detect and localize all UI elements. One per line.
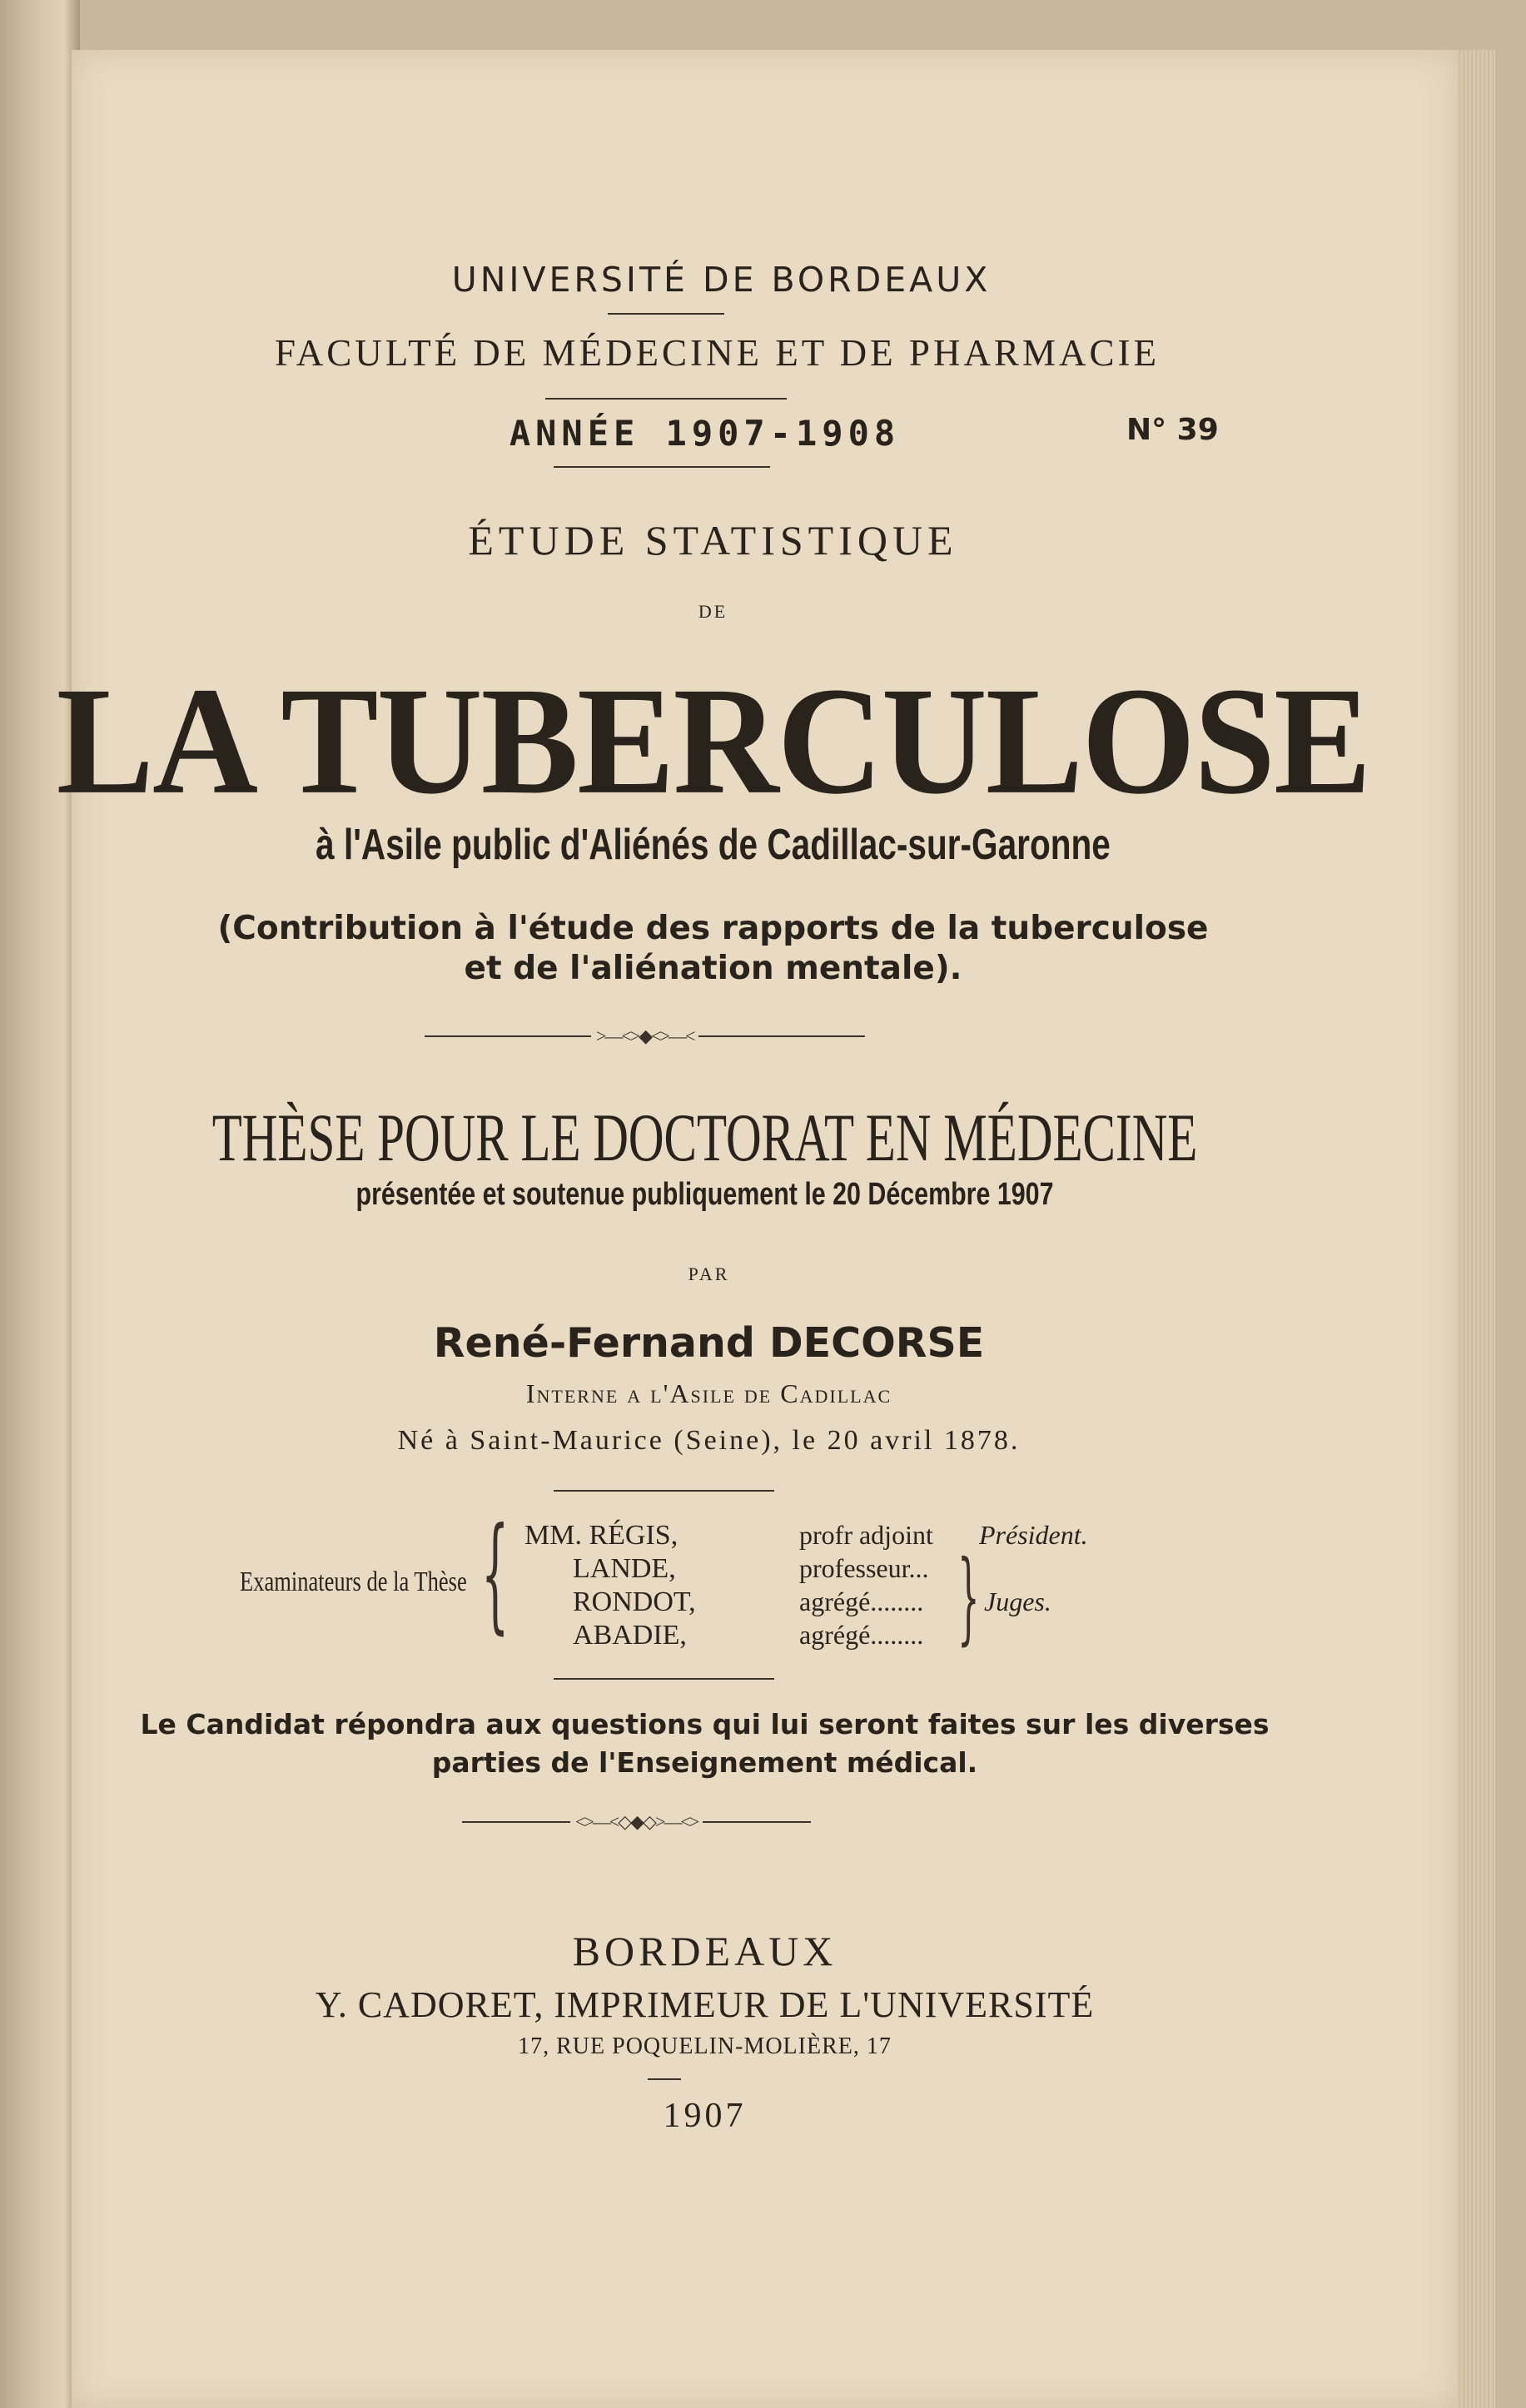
imprint-city: BORDEAUX (572, 1928, 838, 1974)
candidate-notice-line-2: parties de l'Enseignement médical. (431, 1746, 978, 1779)
ornament-divider: <>—<◇◆◇>—<> (462, 1811, 811, 1833)
divider (545, 398, 787, 400)
judges-brace: } (957, 1540, 980, 1656)
imprint-printer: Y. CADORET, IMPRIMEUR DE L'UNIVERSITÉ (315, 1984, 1095, 2025)
main-title: LA TUBERCULOSE (56, 656, 1370, 827)
candidate-notice-line-1: Le Candidat répondra aux questions qui lui seront faites sur les diverses (140, 1708, 1270, 1740)
examiner-title: profr adjoint (799, 1520, 933, 1550)
author-name: René-Fernand DECORSE (433, 1319, 985, 1367)
presentation-date: présentée et soutenue publiquement le 20 Décembre 1907 (355, 1177, 1054, 1212)
divider (554, 466, 770, 468)
thesis-heading: THÈSE POUR LE DOCTORAT EN MÉDECINE (211, 1100, 1198, 1175)
judges-role: Juges. (984, 1586, 1051, 1616)
president-role: Président. (979, 1520, 1088, 1550)
title-line-1: ÉTUDE STATISTIQUE (468, 517, 958, 564)
examiner-name: LANDE, (573, 1553, 676, 1584)
title-subtitle: à l'Asile public d'Aliénés de Cadillac-sur-Garonne (316, 821, 1111, 869)
university-name: UNIVERSITÉ DE BORDEAUX (451, 260, 992, 300)
thesis-number: N° 39 (1126, 413, 1219, 447)
contribution-line-1: (Contribution à l'étude des rapports de la tuberculose (217, 910, 1209, 947)
academic-year: ANNÉE 1907-1908 (509, 413, 901, 454)
examiner-title: agrégé........ (799, 1620, 924, 1650)
examiners-label: Examinateurs de la Thèse (240, 1566, 467, 1597)
divider (554, 1678, 774, 1680)
faculty-name: FACULTÉ DE MÉDECINE ET DE PHARMACIE (275, 332, 1160, 374)
imprint-address: 17, RUE POQUELIN-MOLIÈRE, 17 (518, 2033, 892, 2059)
examiner-title: agrégé........ (799, 1586, 924, 1616)
divider (648, 2078, 681, 2080)
divider (608, 313, 724, 315)
examiner-name: ABADIE, (573, 1620, 687, 1651)
imprint-year: 1907 (663, 2097, 747, 2135)
by-label: PAR (688, 1264, 730, 1284)
title-connector: DE (698, 601, 728, 622)
examiner-name: MM. RÉGIS, (524, 1520, 678, 1551)
examiner-title: professeur... (799, 1553, 929, 1583)
examiners-brace: { (481, 1502, 509, 1646)
divider (554, 1490, 774, 1492)
author-birth: Né à Saint-Maurice (Seine), le 20 avril 1878. (397, 1425, 1021, 1456)
examiner-name: RONDOT, (573, 1586, 696, 1617)
contribution-line-2: et de l'aliénation mentale). (464, 950, 962, 987)
ornament-divider: >—<>◆<>—< (425, 1025, 865, 1047)
author-position: Interne a l'Asile de Cadillac (525, 1378, 892, 1408)
